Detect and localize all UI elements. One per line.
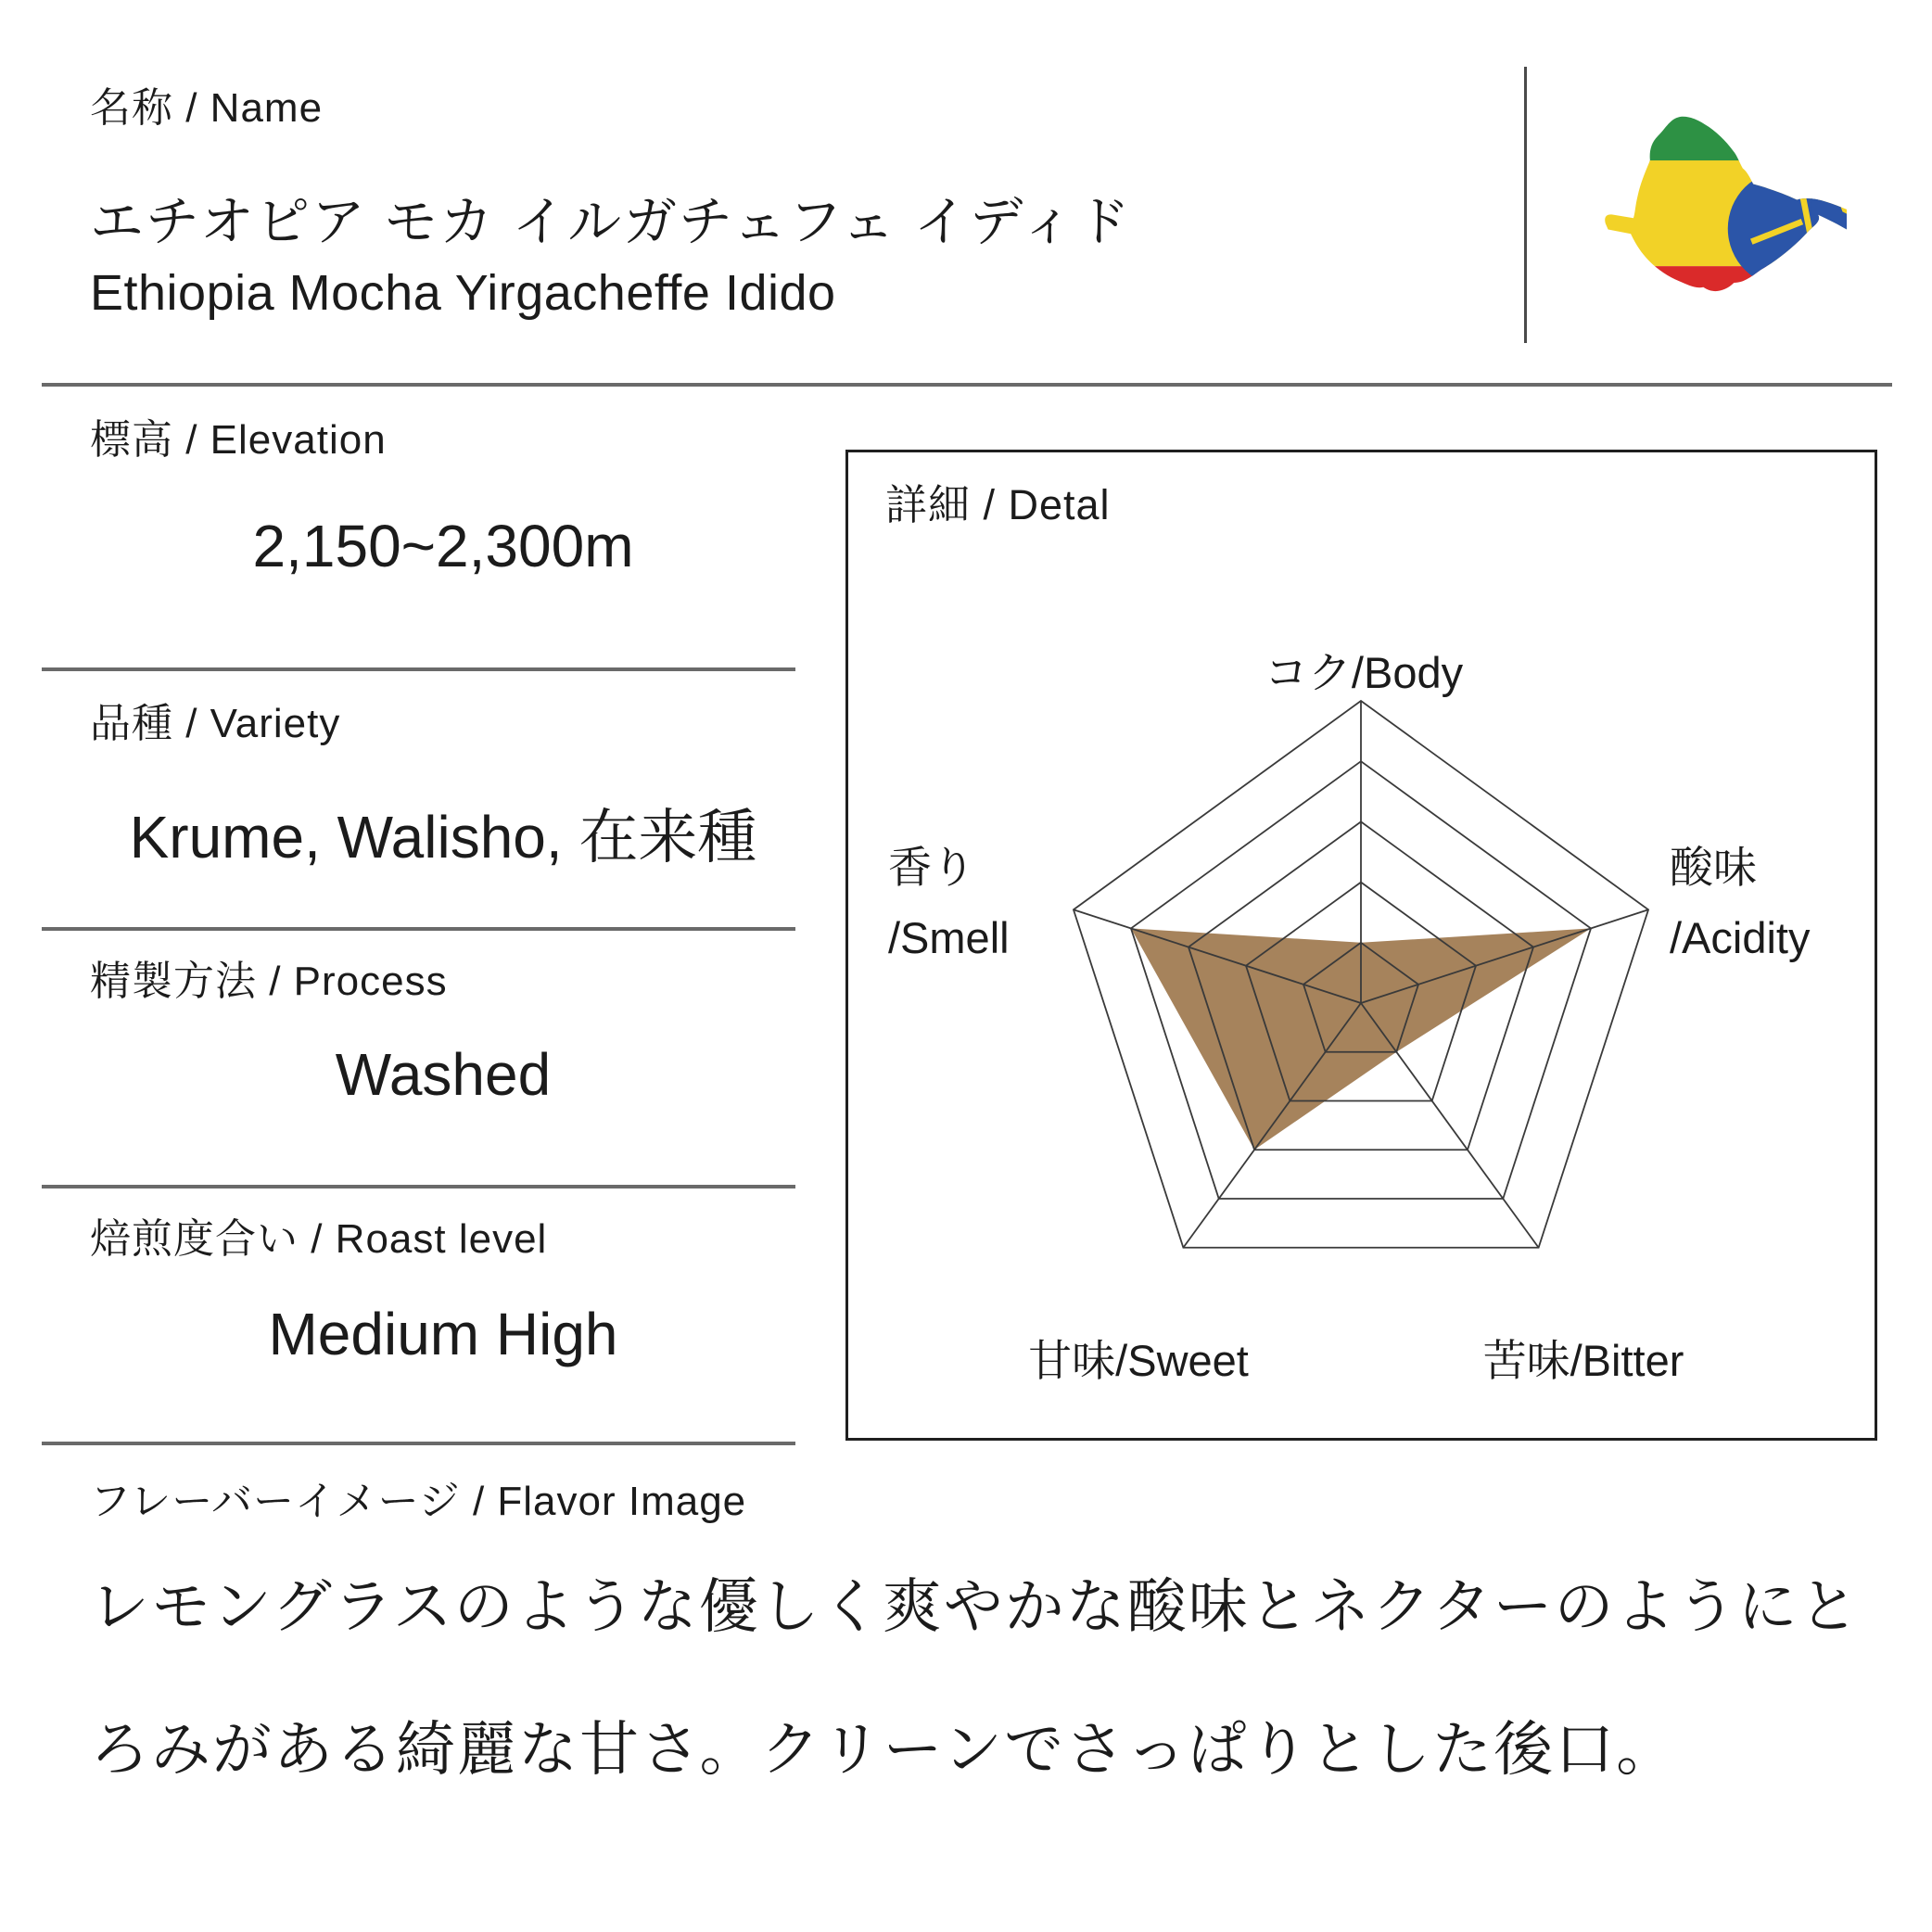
radar-label-body: コク/Body	[1264, 648, 1464, 697]
ethiopia-map-flag-icon	[1602, 113, 1847, 301]
coffee-name-japanese: エチオピア モカ イルガチェフェ イディド	[90, 192, 1132, 252]
elevation-label: 標高 / Elevation	[90, 417, 387, 463]
ethiopia-map-flag-svg	[1602, 113, 1847, 301]
radar-spoke	[1361, 1003, 1539, 1248]
radar-label-acidity-jp: 酸味	[1670, 843, 1757, 892]
header-vertical-divider	[1524, 67, 1527, 343]
elevation-value: 2,150~2,300m	[252, 513, 634, 579]
section-divider-4	[42, 1185, 795, 1188]
variety-value: Krume, Walisho, 在来種	[129, 804, 757, 871]
section-divider-5	[42, 1442, 795, 1445]
section-divider-3	[42, 927, 795, 931]
section-divider-2	[42, 667, 795, 671]
radar-label-smell	[888, 833, 1010, 973]
roast-level-label: 焙煎度合い / Roast level	[90, 1216, 548, 1262]
roast-level-value: Medium High	[268, 1301, 618, 1367]
variety-label: 品種 / Variety	[90, 701, 341, 746]
radar-label-bitter: 苦味/Bitter	[1482, 1336, 1684, 1385]
detail-label: 詳細 / Detal	[885, 481, 1111, 528]
section-divider-top	[42, 383, 1892, 387]
radar-label-acidity	[1670, 833, 1811, 973]
coffee-name-english: Ethiopia Mocha Yirgacheffe Idido	[90, 265, 836, 321]
radar-label-acidity-en: /Acidity	[1670, 913, 1811, 963]
flavor-image-label: フレーバーイメージ / Flavor Image	[90, 1479, 747, 1524]
process-value: Washed	[335, 1041, 552, 1108]
radar-label-smell-jp: 香り	[888, 843, 975, 892]
process-label: 精製方法 / Process	[90, 959, 448, 1004]
flavor-text-line2: ろみがある綺麗な甘さ。クリーンでさっぱりとした後口。	[90, 1716, 1678, 1783]
radar-label-sweet: 甘味/Sweet	[1028, 1336, 1249, 1385]
flag-green-band	[1602, 113, 1847, 161]
radar-label-smell-en: /Smell	[888, 913, 1010, 963]
name-section-label: 名称 / Name	[90, 85, 324, 131]
flavor-text-line1: レモングラスのような優しく爽やかな酸味とネクターのようにと	[90, 1573, 1861, 1640]
detail-box	[845, 450, 1877, 1441]
flag-red-band	[1602, 266, 1847, 301]
